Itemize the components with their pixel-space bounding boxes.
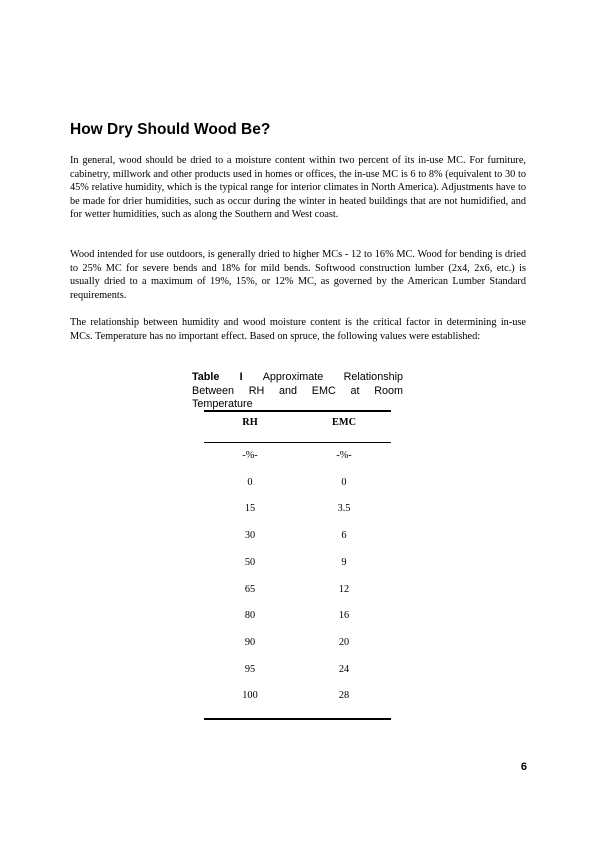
table-bottom-rule <box>204 718 391 720</box>
table-header-rule <box>204 442 391 443</box>
paragraph-intro: In general, wood should be dried to a moisture content within two percent of its in-use MC. For furniture, cabinetry, millwork and other products used in homes or offices, the in-use MC is 6 to 8% (equivalent to 30 to 45% relative humidity, which is the typical range for interior climates in North America). Adjustments have to be made for drier humidities, such as occur during the winter in heated buildings that are not humidified, and for wetter humidities, such as along the Southern and West coast. <box>70 155 526 221</box>
table-cell-emc: 6 <box>341 530 347 541</box>
paragraph-outdoor-use: Wood intended for use outdoors, is generally dried to higher MCs - 12 to 16% MC. Wood for bending is dried to 25% MC for severe bends and 18% for mild bends. Softwood construction lumber (2x4, 2x6, etc.) is usually dried to a maximum of 19%, 15%, or 12% MC, as governed by the American Lumber Standard requirements. <box>70 249 526 301</box>
table-cell-emc: 20 <box>338 637 350 648</box>
section-heading: How Dry Should Wood Be? <box>70 121 271 138</box>
table-caption <box>192 371 403 412</box>
table-cell-emc: 12 <box>338 584 350 595</box>
table-cell-rh: 95 <box>244 664 256 675</box>
page-number: 6 <box>520 761 527 773</box>
table-cell-emc: 24 <box>338 664 350 675</box>
table-cell-rh: 15 <box>244 503 256 514</box>
table-cell-rh: 80 <box>244 610 256 621</box>
table-caption-text: Approximate Relationship Between RH and EMC at Room Temperature <box>192 371 403 410</box>
column-header-rh: RH <box>242 417 258 428</box>
table-cell-rh: 0 <box>247 477 253 488</box>
table-cell-emc: 9 <box>341 557 347 568</box>
table-cell-rh: 100 <box>242 690 258 701</box>
paragraph-humidity-relationship: The relationship between humidity and wood moisture content is the critical factor in determining in-use MCs. Temperature has no important effect. Based on spruce, the following values were established: <box>70 317 526 342</box>
table-caption-label: Table I <box>192 371 243 383</box>
table-cell-rh: 90 <box>244 637 256 648</box>
column-header-emc: EMC <box>331 417 357 428</box>
unit-label-rh: -%- <box>242 450 258 461</box>
table-cell-rh: 30 <box>244 530 256 541</box>
table-top-rule <box>204 410 391 412</box>
table-cell-emc: 16 <box>338 610 350 621</box>
unit-label-emc: -%- <box>336 450 352 461</box>
table-cell-emc: 28 <box>338 690 350 701</box>
table-cell-emc: 0 <box>341 477 347 488</box>
table-cell-rh: 65 <box>244 584 256 595</box>
table-cell-emc: 3.5 <box>337 503 351 514</box>
table-cell-rh: 50 <box>244 557 256 568</box>
